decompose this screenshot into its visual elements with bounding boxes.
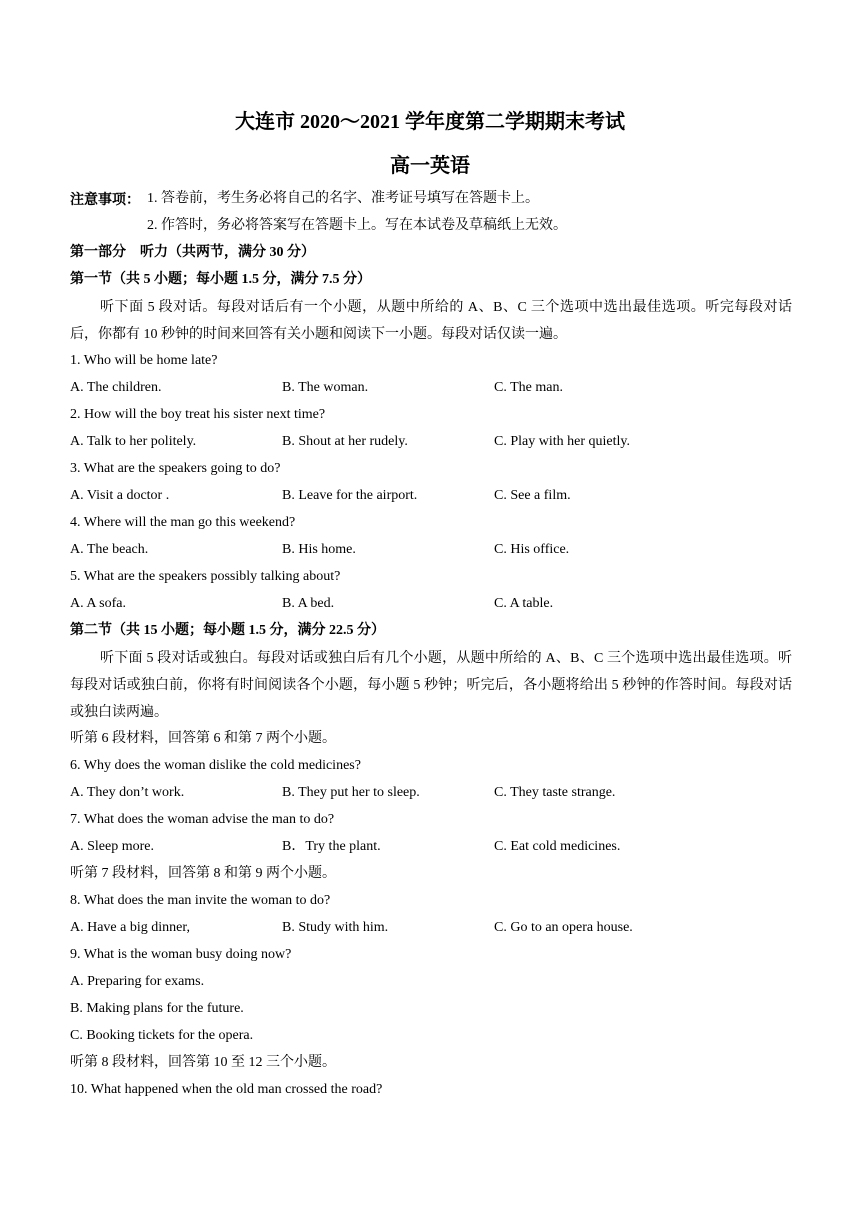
question-3: 3. What are the speakers going to do? — [70, 461, 281, 476]
section2-heading: 第二节（共 15 小题；每小题 1.5 分，满分 22.5 分） — [70, 623, 385, 638]
options-2 — [70, 432, 792, 452]
option-a: A. Visit a doctor . — [70, 488, 170, 503]
option-c: C. Eat cold medicines. — [494, 839, 621, 854]
options-3 — [70, 486, 792, 506]
option-a: A. They don’t work. — [70, 785, 185, 800]
notice-label: 注意事项： — [70, 193, 140, 208]
option-b: B. A bed. — [282, 596, 335, 611]
notice-item-2: 2. 作答时，务必将答案写在答题卡上。写在本试卷及草稿纸上无效。 — [147, 218, 567, 233]
option-c: C. See a film. — [494, 488, 571, 503]
option-c: C. His office. — [494, 542, 570, 557]
option-b: B. His home. — [282, 542, 356, 557]
option-c: C. Go to an opera house. — [494, 920, 633, 935]
options-7 — [70, 837, 792, 857]
options-4 — [70, 540, 792, 560]
option-a: A. The beach. — [70, 542, 149, 557]
option-c: C. The man. — [494, 380, 563, 395]
part1-heading: 第一部分 听力（共两节，满分 30 分） — [70, 245, 315, 260]
option-c: C. Booking tickets for the opera. — [70, 1028, 254, 1043]
material-note-7: 听第 7 段材料，回答第 8 和第 9 两个小题。 — [70, 866, 336, 881]
section1-instructions: 听下面 5 段对话。每段对话后有一个小题，从题中所给的 A、B、C 三个选项中选出最佳选项。听完每段对话后，你都有 10 秒钟的时间来回答有关小题和阅读下一小题。每段对话仅读一遍。 — [70, 300, 792, 342]
options-8 — [70, 918, 792, 938]
option-a: A. Have a big dinner, — [70, 920, 190, 935]
question-6: 6. Why does the woman dislike the cold medicines? — [70, 758, 361, 773]
question-7: 7. What does the woman advise the man to do? — [70, 812, 335, 827]
exam-title: 大连市 2020～2021 学年度第二学期期末考试 — [235, 111, 625, 133]
option-b: B. The woman. — [282, 380, 369, 395]
option-b: B．Try the plant. — [282, 839, 381, 854]
question-8: 8. What does the man invite the woman to do? — [70, 893, 331, 908]
option-a: A. Talk to her politely. — [70, 434, 197, 449]
material-note-6: 听第 6 段材料，回答第 6 和第 7 两个小题。 — [70, 731, 336, 746]
options-5 — [70, 594, 792, 614]
question-9: 9. What is the woman busy doing now? — [70, 947, 292, 962]
options-6 — [70, 783, 792, 803]
option-a: A. Sleep more. — [70, 839, 154, 854]
question-5: 5. What are the speakers possibly talking about? — [70, 569, 341, 584]
option-a: A. A sofa. — [70, 596, 126, 611]
option-b: B. Making plans for the future. — [70, 1001, 244, 1016]
option-b: B. Shout at her rudely. — [282, 434, 408, 449]
question-2: 2. How will the boy treat his sister next time? — [70, 407, 326, 422]
option-c: C. They taste strange. — [494, 785, 616, 800]
notice-item-1: 1. 答卷前，考生务必将自己的名字、准考证号填写在答题卡上。 — [147, 191, 539, 206]
exam-subject: 高一英语 — [390, 155, 470, 177]
options-1 — [70, 378, 792, 398]
question-10: 10. What happened when the old man crossed the road? — [70, 1082, 383, 1097]
question-1: 1. Who will be home late? — [70, 353, 218, 368]
option-a: A. Preparing for exams. — [70, 974, 205, 989]
option-a: A. The children. — [70, 380, 162, 395]
section2-instructions: 听下面 5 段对话或独白。每段对话或独白后有几个小题，从题中所给的 A、B、C 三个选项中选出最佳选项。听每段对话或独白前，你将有时间阅读各个小题，每小题 5 秒钟；听完后，各小题将给出 5 秒钟的作答时间。每段对话或独白读两遍。 — [70, 651, 792, 720]
material-note-8: 听第 8 段材料，回答第 10 至 12 三个小题。 — [70, 1055, 336, 1070]
option-b: B. Study with him. — [282, 920, 389, 935]
option-c: C. A table. — [494, 596, 554, 611]
option-b: B. Leave for the airport. — [282, 488, 418, 503]
question-4: 4. Where will the man go this weekend? — [70, 515, 296, 530]
option-c: C. Play with her quietly. — [494, 434, 630, 449]
section1-heading: 第一节（共 5 小题；每小题 1.5 分，满分 7.5 分） — [70, 272, 371, 287]
option-b: B. They put her to sleep. — [282, 785, 420, 800]
